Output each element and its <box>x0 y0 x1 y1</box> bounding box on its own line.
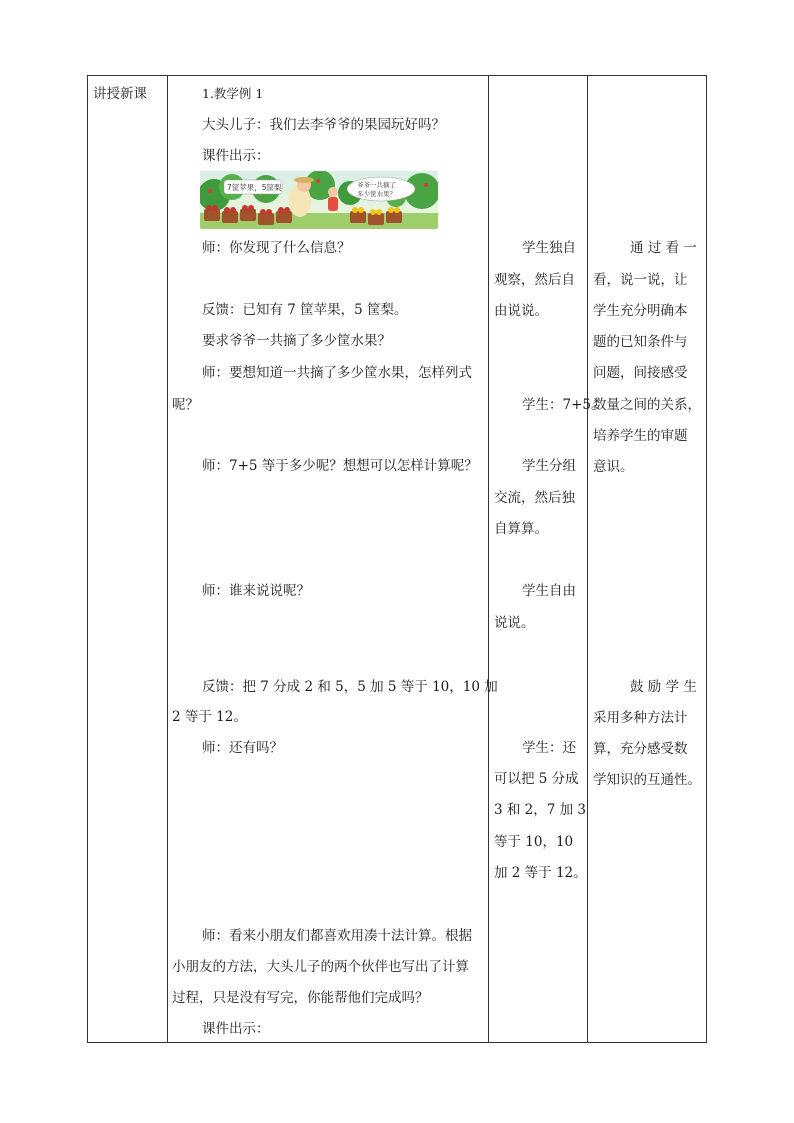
table-right-border <box>706 75 707 1043</box>
section-label: 讲授新课 <box>93 86 147 102</box>
teacher-line-who: 师：谁来说说呢？ <box>202 583 310 599</box>
teacher-line-conclusion-1: 师：看来小朋友们都喜欢用凑十法计算。根据 <box>202 928 472 944</box>
intent-line-1: 通 过 看 一 <box>630 240 697 256</box>
teacher-line-question-info: 师：你发现了什么信息？ <box>202 240 351 256</box>
column-divider-1 <box>167 75 168 1043</box>
teacher-line-formula-2: 呢？ <box>172 397 199 413</box>
teacher-line-conclusion-2: 小朋友的方法，大头儿子的两个伙伴也写出了计算 <box>172 959 469 975</box>
student-line-12: 3 和 2，7 加 3 <box>494 802 587 818</box>
intent-line-3: 学生充分明确本 <box>593 303 688 319</box>
student-line-11: 可以把 5 分成 <box>494 771 579 787</box>
teacher-line-conclusion-3: 过程，只是没有写完，你能帮他们完成吗？ <box>172 990 429 1006</box>
picture-caption-right-1: 爷爷一共摘了 <box>357 181 396 189</box>
orchard-picture <box>200 171 438 229</box>
table-bottom-border <box>87 1042 707 1043</box>
student-line-3: 由说说。 <box>494 303 548 319</box>
student-line-5: 学生分组 <box>522 458 576 474</box>
student-line-7: 自算算。 <box>494 521 548 537</box>
teacher-line-feedback-1: 反馈：已知有 7 筐苹果，5 筐梨。 <box>202 302 408 318</box>
intent-line-4: 题的已知条件与 <box>593 334 688 350</box>
orchard-illustration <box>200 171 438 229</box>
student-line-9: 说说。 <box>494 615 535 631</box>
column-divider-2 <box>488 75 489 1043</box>
intent-line-7: 培养学生的审题 <box>593 428 688 444</box>
intent-line-12: 学知识的互通性。 <box>593 772 701 788</box>
teacher-line-intro: 大头儿子：我们去李爷爷的果园玩好吗？ <box>202 117 445 133</box>
intent-line-9: 鼓 励 学 生 <box>630 679 697 695</box>
student-line-4: 学生：7+5。 <box>522 397 605 413</box>
intent-line-8: 意识。 <box>593 459 634 475</box>
column-divider-3 <box>587 75 588 1043</box>
student-line-2: 观察，然后自 <box>494 272 575 288</box>
teacher-line-feedback-2a: 反馈：把 7 分成 2 和 5，5 加 5 等于 10，10 加 <box>202 679 498 695</box>
teacher-line-courseware-2: 课件出示： <box>202 1021 270 1037</box>
picture-caption-left: 7筐苹果，5筐梨 <box>227 183 282 192</box>
teacher-line-formula-1: 师：要想知道一共摘了多少筐水果，怎样列式 <box>202 365 472 381</box>
table-left-border <box>87 75 88 1043</box>
intent-line-10: 采用多种方法计 <box>593 710 688 726</box>
intent-line-5: 问题，间接感受 <box>593 365 688 381</box>
student-line-1: 学生独自 <box>522 240 576 256</box>
picture-caption-right-2: 多少筐水果？ <box>357 190 396 198</box>
intent-line-6: 数量之间的关系， <box>593 397 701 413</box>
teacher-line-feedback-2b: 2 等于 12。 <box>172 709 247 725</box>
teacher-line-goal: 要求爷爷一共摘了多少筐水果？ <box>202 333 391 349</box>
intent-line-2: 看，说一说，让 <box>593 272 688 288</box>
intent-line-11: 算，充分感受数 <box>593 741 688 757</box>
student-line-14: 加 2 等于 12。 <box>494 865 587 881</box>
teacher-line-example: 1.教学例 1 <box>202 86 264 101</box>
student-line-10: 学生：还 <box>522 740 576 756</box>
table-top-border <box>87 75 707 76</box>
student-line-8: 学生自由 <box>522 583 576 599</box>
student-line-13: 等于 10，10 <box>494 834 574 850</box>
teacher-line-courseware: 课件出示： <box>202 148 270 164</box>
teacher-line-anymore: 师：还有吗？ <box>202 740 283 756</box>
student-line-6: 交流，然后独 <box>494 490 575 506</box>
teacher-line-calc: 师：7+5 等于多少呢？想想可以怎样计算呢？ <box>202 458 478 474</box>
